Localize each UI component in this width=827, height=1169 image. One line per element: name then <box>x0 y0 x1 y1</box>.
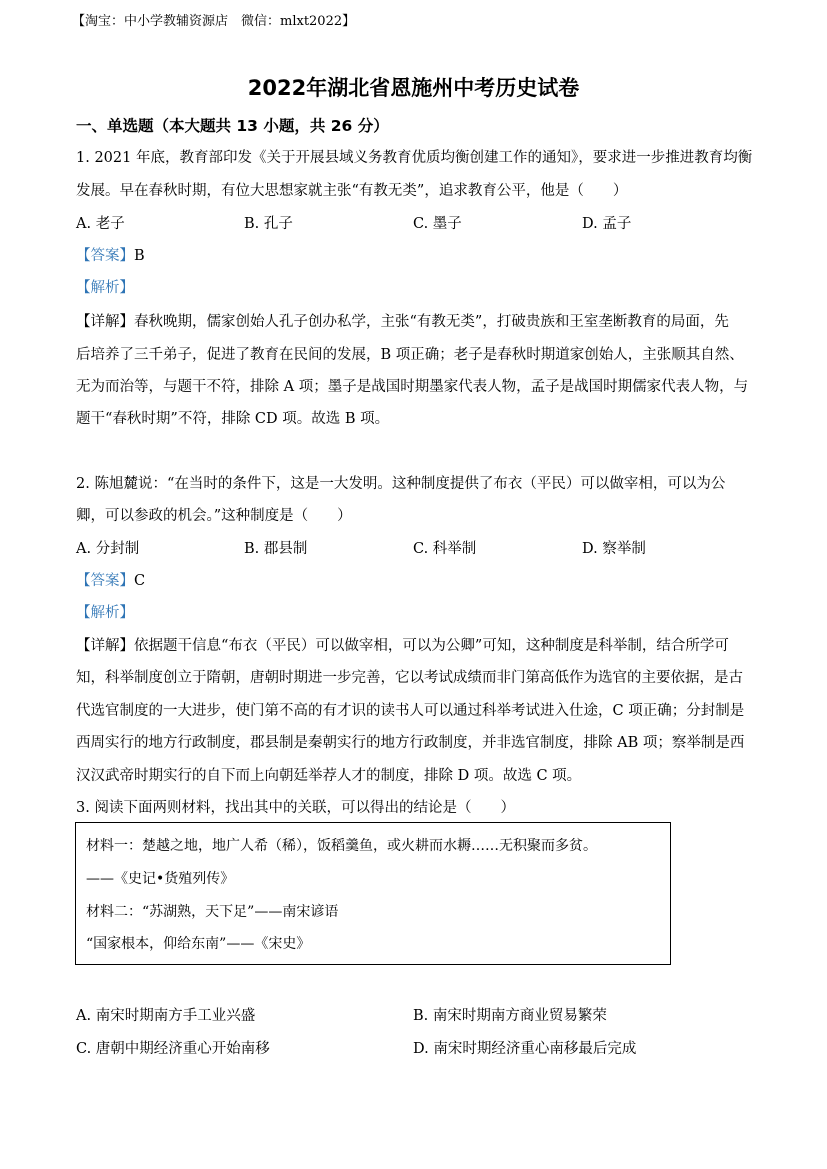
q1-option-a: A. 老子 <box>76 216 125 232</box>
q2-detail-line: 【详解】依据题干信息“布衣（平民）可以做宰相，可以为公卿”可知，这种制度是科举制，结合所学可 <box>76 638 729 654</box>
q1-detail-line: 无为而治等，与题干不符，排除 A 项；墨子是战国时期墨家代表人物，孟子是战国时期儒家代表人物，与 <box>76 379 749 395</box>
page-header: 【淘宝：中小学教辅资源店 微信：mlxt2022】 <box>72 14 356 29</box>
answer-tag: 【答案】 <box>76 573 134 589</box>
q1-option-b: B. 孔子 <box>244 216 293 232</box>
q1-detail-line: 题干“春秋时期”不符，排除 CD 项。故选 B 项。 <box>76 411 390 427</box>
q2-stem-line: 2. 陈旭麓说：“在当时的条件下，这是一大发明。这种制度提供了布衣（平民）可以做宰相，可以为公 <box>76 476 726 492</box>
q2-option-b: B. 郡县制 <box>244 541 308 557</box>
q3-option-d: D. 南宋时期经济重心南移最后完成 <box>413 1041 637 1057</box>
answer-value: B <box>134 248 145 264</box>
q2-detail-line: 汉汉武帝时期实行的自下而上向朝廷举荐人才的制度，排除 D 项。故选 C 项。 <box>76 768 582 784</box>
q1-detail-line: 后培养了三千弟子，促进了教育在民间的发展，B 项正确；老子是春秋时期道家创始人，主张顺其自然、 <box>76 347 744 363</box>
q2-option-a: A. 分封制 <box>76 541 140 557</box>
answer-tag: 【答案】 <box>76 248 134 264</box>
q2-option-c: C. 科举制 <box>413 541 477 557</box>
q1-answer <box>76 244 145 265</box>
q1-analysis-tag: 【解析】 <box>76 280 134 296</box>
q3-option-c: C. 唐朝中期经济重心开始南移 <box>76 1041 270 1057</box>
q1-option-d: D. 孟子 <box>582 216 632 232</box>
q3-option-a: A. 南宋时期南方手工业兴盛 <box>76 1008 256 1024</box>
material-line: ——《史记•货殖列传》 <box>86 871 235 887</box>
page-title: 2022年湖北省恩施州中考历史试卷 <box>247 76 580 100</box>
q2-detail-line: 代选官制度的一大进步，使门第不高的有才识的读书人可以通过科举考试进入仕途，C 项正确；分封制是 <box>76 703 745 719</box>
material-line: “国家根本，仰给东南”——《宋史》 <box>86 936 311 952</box>
q2-detail-line: 知，科举制度创立于隋朝，唐朝时期进一步完善，它以考试成绩而非门第高低作为选官的主要依据，是古 <box>76 670 743 686</box>
q1-detail-line: 【详解】春秋晚期，儒家创始人孔子创办私学，主张“有教无类”，打破贵族和王室垄断教育的局面，先 <box>76 314 729 330</box>
q2-detail-line: 西周实行的地方行政制度，郡县制是秦朝实行的地方行政制度，并非选官制度，排除 AB 项；察举制是西 <box>76 735 745 751</box>
q2-stem-line: 卿，可以参政的机会。”这种制度是（ ） <box>76 508 352 524</box>
material-box <box>75 822 671 965</box>
q2-analysis-tag: 【解析】 <box>76 605 134 621</box>
answer-value: C <box>134 573 146 589</box>
material-line: 材料二：“苏湖熟，天下足”——南宋谚语 <box>86 904 339 920</box>
q3-stem-line: 3. 阅读下面两则材料，找出其中的关联，可以得出的结论是（ ） <box>76 800 515 816</box>
q1-option-c: C. 墨子 <box>413 216 462 232</box>
q2-option-d: D. 察举制 <box>582 541 646 557</box>
q2-answer <box>76 569 145 590</box>
material-line: 材料一：楚越之地，地广人希（稀），饭稻羹鱼，或火耕而水耨……无积聚而多贫。 <box>86 838 597 854</box>
q1-stem-line: 发展。早在春秋时期，有位大思想家就主张“有教无类”，追求教育公平，他是（ ） <box>76 183 628 199</box>
section-heading: 一、单选题（本大题共 13 小题，共 26 分） <box>76 117 389 135</box>
q3-option-b: B. 南宋时期南方商业贸易繁荣 <box>413 1008 607 1024</box>
q1-stem-line: 1. 2021 年底，教育部印发《关于开展县域义务教育优质均衡创建工作的通知》，要求进一步推进教育均衡 <box>76 150 753 166</box>
